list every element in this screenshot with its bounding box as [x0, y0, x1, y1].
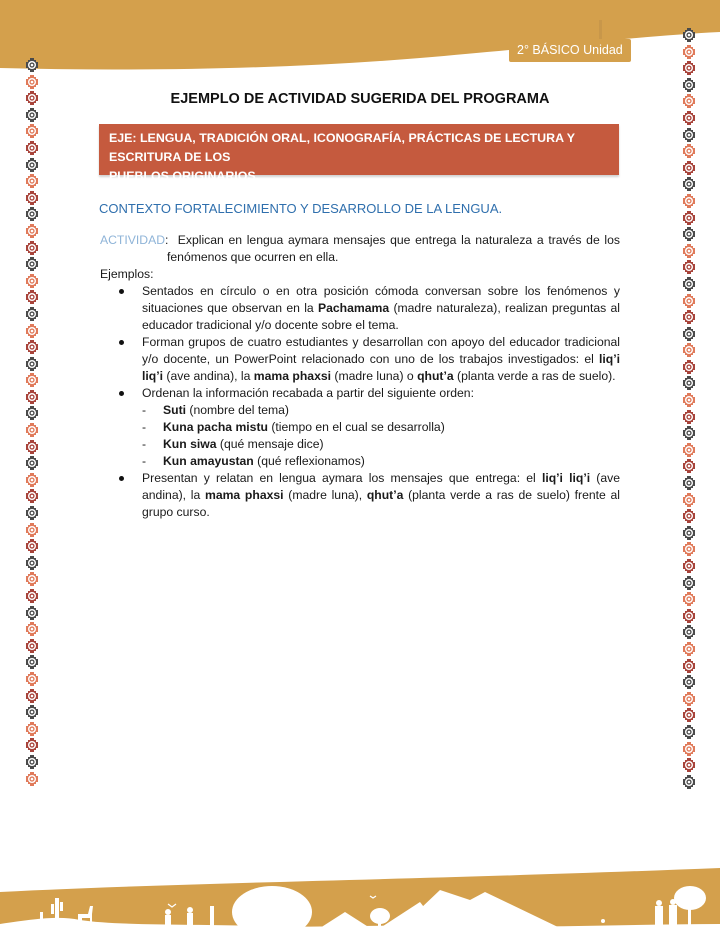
- flower-motif-icon: [25, 423, 39, 437]
- flower-motif-icon: [25, 307, 39, 321]
- flower-motif-icon: [682, 493, 696, 507]
- actividad-separator: :: [165, 233, 169, 247]
- flower-motif-icon: [682, 144, 696, 158]
- bullet-icon: [119, 476, 124, 481]
- flower-motif-icon: [682, 708, 696, 722]
- badge-connector: [599, 20, 602, 40]
- flower-motif-icon: [25, 539, 39, 553]
- flower-motif-icon: [682, 542, 696, 556]
- flower-motif-icon: [25, 58, 39, 72]
- sublist-desc: (nombre del tema): [186, 403, 289, 417]
- flower-motif-icon: [25, 556, 39, 570]
- flower-motif-icon: [25, 772, 39, 786]
- flower-motif-icon: [25, 672, 39, 686]
- bullet-icon: [119, 289, 124, 294]
- item-term: mama phaxsi: [204, 488, 284, 502]
- flower-motif-icon: [682, 393, 696, 407]
- flower-motif-icon: [25, 124, 39, 138]
- flower-motif-icon: [25, 357, 39, 371]
- item-term: Pachamama: [318, 301, 390, 315]
- item-text: (ave andina), la: [142, 471, 620, 502]
- flower-motif-icon: [682, 659, 696, 673]
- flower-motif-icon: [682, 758, 696, 772]
- item-text: (madre naturaleza), realizan preguntas al educador tradicional y/o docente sobre el tema.: [142, 301, 620, 332]
- flower-motif-icon: [682, 343, 696, 357]
- flower-motif-icon: [682, 327, 696, 341]
- sublist-term: Suti: [163, 403, 187, 417]
- item-text: Forman grupos de cuatro estudiantes y desarrollan con apoyo del educador tradicional y/o docente, un PowerPoint relacionado con uno de los trabajos investigados: el: [142, 335, 620, 366]
- flower-motif-icon: [682, 194, 696, 208]
- flower-motif-icon: [682, 675, 696, 689]
- flower-motif-icon: [682, 625, 696, 639]
- flower-motif-icon: [682, 692, 696, 706]
- flower-motif-icon: [682, 526, 696, 540]
- flower-motif-icon: [682, 111, 696, 125]
- flower-motif-icon: [25, 324, 39, 338]
- flower-motif-icon: [25, 207, 39, 221]
- actividad-continuation: fenómenos que ocurren en ella.: [167, 250, 339, 264]
- bullet-icon: [119, 391, 124, 396]
- flower-motif-icon: [682, 244, 696, 258]
- item-term: mama phaxsi: [253, 369, 332, 383]
- flower-motif-icon: [25, 655, 39, 669]
- flower-motif-icon: [682, 310, 696, 324]
- sublist-item: [142, 453, 620, 470]
- sublist-item: [142, 419, 620, 436]
- flower-motif-icon: [25, 241, 39, 255]
- bullet-icon: [119, 340, 124, 345]
- flower-motif-icon: [25, 755, 39, 769]
- flower-motif-icon: [25, 705, 39, 719]
- flower-motif-icon: [25, 274, 39, 288]
- dash-icon: -: [142, 403, 147, 417]
- flower-motif-icon: [25, 722, 39, 736]
- flower-motif-icon: [682, 61, 696, 75]
- examples-list: [100, 283, 620, 521]
- page-title: EJEMPLO DE ACTIVIDAD SUGERIDA DEL PROGRAMA: [170, 91, 550, 107]
- flower-motif-icon: [682, 260, 696, 274]
- flower-motif-icon: [25, 589, 39, 603]
- flower-motif-icon: [25, 290, 39, 304]
- flower-motif-icon: [25, 373, 39, 387]
- sublist-desc: (tiempo en el cual se desarrolla): [267, 420, 445, 434]
- item-term: qhut’a: [417, 369, 454, 383]
- item-text: (ave andina), la: [163, 369, 254, 383]
- flower-motif-icon: [682, 211, 696, 225]
- sublist-term: Kuna pacha mistu: [163, 420, 268, 434]
- sublist-item: [142, 402, 620, 419]
- item-text: (madre luna) o: [331, 369, 418, 383]
- list-item: [100, 470, 620, 521]
- flower-motif-icon: [25, 456, 39, 470]
- flower-motif-icon: [682, 742, 696, 756]
- flower-motif-icon: [682, 177, 696, 191]
- flower-motif-icon: [25, 75, 39, 89]
- flower-motif-icon: [25, 572, 39, 586]
- flower-motif-icon: [682, 128, 696, 142]
- order-sublist: [142, 402, 620, 470]
- flower-motif-icon: [682, 775, 696, 789]
- list-item: [100, 283, 620, 334]
- flower-motif-icon: [682, 28, 696, 42]
- ejemplos-label: Ejemplos:: [100, 267, 154, 281]
- sublist-item: [142, 436, 620, 453]
- activity-content: [100, 232, 620, 521]
- flower-motif-icon: [25, 390, 39, 404]
- flower-motif-icon: [25, 689, 39, 703]
- flower-motif-icon: [25, 141, 39, 155]
- flower-motif-icon: [25, 489, 39, 503]
- list-item: [100, 385, 620, 470]
- grade-unit-badge: 2° BÁSICO Unidad 4: [509, 39, 631, 62]
- flower-motif-icon: [682, 592, 696, 606]
- flower-motif-icon: [682, 227, 696, 241]
- list-item: [100, 334, 620, 385]
- flower-motif-icon: [25, 606, 39, 620]
- dash-icon: -: [142, 454, 147, 468]
- item-text: (planta verde a ras de suelo).: [453, 369, 616, 383]
- item-text: Ordenan la información recabada a partir del siguiente orden:: [142, 386, 474, 400]
- item-text: Presentan y relatan en lengua aymara los mensajes que entrega: el: [142, 471, 542, 485]
- dash-icon: -: [142, 420, 147, 434]
- flower-motif-icon: [682, 509, 696, 523]
- left-decorative-border: [24, 58, 40, 788]
- flower-motif-icon: [682, 459, 696, 473]
- eje-line-1: EJE: LENGUA, TRADICIÓN ORAL, ICONOGRAFÍA, PRÁCTICAS DE LECTURA Y ESCRITURA DE LOS: [109, 131, 575, 164]
- flower-motif-icon: [682, 443, 696, 457]
- flower-motif-icon: [682, 559, 696, 573]
- item-text: (planta verde a ras de suelo) frente al grupo curso.: [142, 488, 621, 519]
- dash-icon: -: [142, 437, 147, 451]
- eje-line-2: PUEBLOS ORIGINARIOS.: [109, 169, 260, 183]
- flower-motif-icon: [25, 174, 39, 188]
- flower-motif-icon: [682, 294, 696, 308]
- right-decorative-border: [681, 28, 697, 791]
- sublist-desc: (qué reflexionamos): [253, 454, 365, 468]
- flower-motif-icon: [682, 45, 696, 59]
- flower-motif-icon: [682, 642, 696, 656]
- sublist-term: Kun amayustan: [163, 454, 254, 468]
- flower-motif-icon: [25, 340, 39, 354]
- flower-motif-icon: [25, 406, 39, 420]
- actividad-text-1: Explican en lengua aymara mensajes que entrega la naturaleza a través de los: [177, 233, 620, 247]
- flower-motif-icon: [682, 476, 696, 490]
- flower-motif-icon: [25, 440, 39, 454]
- flower-motif-icon: [25, 738, 39, 752]
- flower-motif-icon: [682, 725, 696, 739]
- andean-landscape-illustration: [0, 820, 720, 932]
- flower-motif-icon: [25, 622, 39, 636]
- flower-motif-icon: [682, 161, 696, 175]
- item-term: liq’i liq’i: [541, 471, 591, 485]
- flower-motif-icon: [682, 426, 696, 440]
- flower-motif-icon: [682, 410, 696, 424]
- flower-motif-icon: [25, 191, 39, 205]
- actividad-label: ACTIVIDAD: [100, 233, 166, 247]
- flower-motif-icon: [682, 376, 696, 390]
- flower-motif-icon: [25, 158, 39, 172]
- flower-motif-icon: [682, 78, 696, 92]
- flower-motif-icon: [25, 224, 39, 238]
- flower-motif-icon: [682, 277, 696, 291]
- section-title: CONTEXTO FORTALECIMIENTO Y DESARROLLO DE LA LENGUA.: [99, 201, 503, 216]
- flower-motif-icon: [25, 108, 39, 122]
- flower-motif-icon: [25, 257, 39, 271]
- item-term: qhut’a: [366, 488, 404, 502]
- flower-motif-icon: [682, 576, 696, 590]
- flower-motif-icon: [25, 523, 39, 537]
- flower-motif-icon: [25, 639, 39, 653]
- item-text: (madre luna),: [283, 488, 367, 502]
- flower-motif-icon: [25, 506, 39, 520]
- sublist-desc: (qué mensaje dice): [216, 437, 324, 451]
- actividad-line: [100, 232, 620, 249]
- item-text: Sentados en círculo o en otra posición cómoda conversan sobre los fenómenos y situaciones que observan en la: [142, 284, 620, 315]
- flower-motif-icon: [25, 473, 39, 487]
- eje-banner: [99, 124, 619, 183]
- sublist-term: Kun siwa: [163, 437, 217, 451]
- flower-motif-icon: [682, 609, 696, 623]
- flower-motif-icon: [682, 360, 696, 374]
- item-term: liq’i liq’i: [142, 352, 620, 383]
